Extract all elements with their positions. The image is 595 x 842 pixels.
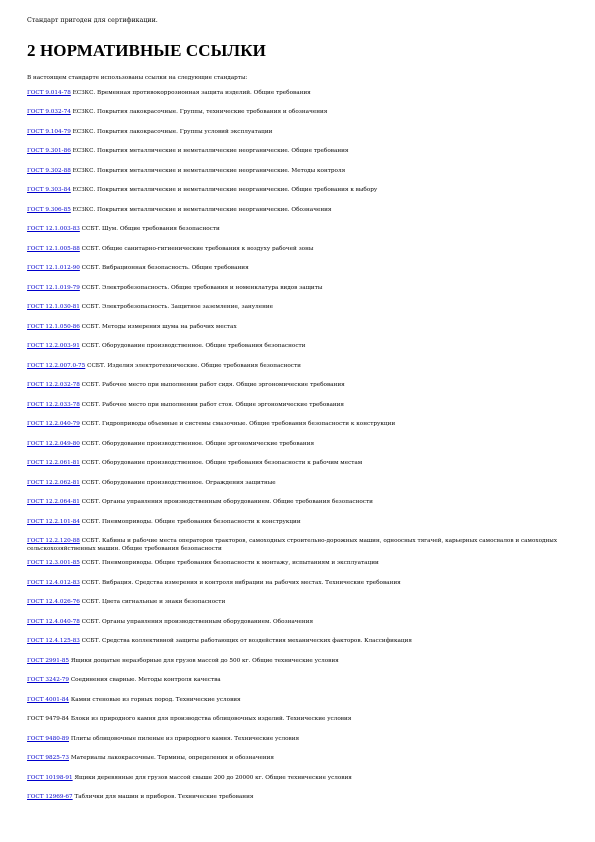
standard-link[interactable]: ГОСТ 12.2.032-78: [27, 382, 80, 389]
standard-link[interactable]: ГОСТ 2991-85: [27, 657, 70, 664]
standard-link[interactable]: ГОСТ 12.4.125-83: [27, 638, 80, 645]
standard-title: ССБТ. Оборудование производственное. Общие требования безопасности: [79, 343, 306, 350]
reference-item: [27, 697, 572, 705]
reference-item: [27, 226, 572, 234]
standard-link[interactable]: ГОСТ 12.2.007.0-75: [27, 362, 86, 369]
standard-link[interactable]: ГОСТ 12.2.033-78: [27, 401, 80, 408]
reference-item: [27, 285, 572, 293]
standard-link[interactable]: ГОСТ 9.032-74: [27, 109, 71, 116]
standard-link[interactable]: ГОСТ 9825-73: [27, 755, 70, 762]
standard-link[interactable]: ГОСТ 12.4.026-76: [27, 599, 80, 606]
standard-title: ЕСЗКС. Временная противокоррозионная защита изделий. Общие требования: [70, 90, 311, 96]
standard-title: ССБТ. Средства коллективной защиты работающих от воздействия механических факторов. Классификация: [79, 638, 412, 645]
standard-title: ССБТ. Шум. Общие требования безопасности: [79, 226, 220, 233]
reference-item: [27, 755, 572, 763]
standard-title: ССБТ. Цвета сигнальные и знаки безопасности: [79, 599, 226, 606]
standard-title: ССБТ. Электробезопасность. Защитное заземление, зануление: [79, 304, 274, 311]
standard-title: ССБТ. Пневмоприводы. Общие требования безопасности к монтажу, испытаниям и эксплуатации: [79, 560, 379, 567]
standard-link[interactable]: ГОСТ 12.1.005-88: [27, 245, 80, 252]
standard-link[interactable]: ГОСТ 10198-91: [27, 774, 73, 781]
standard-title: Камни стеновые из горных пород. Технические условия: [69, 696, 241, 703]
reference-item: [27, 658, 572, 666]
section-title: 2 НОРМАТИВНЫЕ ССЫЛКИ: [27, 41, 266, 60]
reference-item: [27, 638, 572, 646]
standard-title: ССБТ. Оборудование производственное. Общие эргономические требования: [79, 440, 315, 447]
standard-link[interactable]: ГОСТ 9.301-86: [27, 148, 71, 155]
reference-item: [27, 207, 572, 215]
standard-link[interactable]: ГОСТ 9.306-85: [27, 206, 71, 213]
standard-title: ССБТ. Оборудование производственное. Общие требования безопасности к рабочим местам: [79, 460, 363, 467]
standard-link[interactable]: ГОСТ 4001-84: [27, 696, 70, 703]
standard-link[interactable]: ГОСТ 12.2.049-80: [27, 440, 80, 447]
standard-link[interactable]: ГОСТ 9.303-84: [27, 187, 71, 194]
standard-link[interactable]: ГОСТ 12.1.012-90: [27, 265, 80, 272]
reference-item: [27, 619, 572, 627]
reference-item: [27, 129, 572, 137]
standard-link[interactable]: ГОСТ 9.302-88: [27, 167, 71, 174]
reference-item: [27, 538, 572, 553]
reference-item: [27, 441, 572, 449]
standard-title: ССБТ. Рабочее место при выполнении работ стоя. Общие эргономические требования: [79, 401, 345, 408]
reference-item: [27, 775, 572, 783]
reference-item: [27, 480, 572, 488]
standard-link[interactable]: ГОСТ 12.1.030-81: [27, 304, 80, 311]
standard-link[interactable]: ГОСТ 12.2.040-79: [27, 421, 80, 428]
standard-link[interactable]: ГОСТ 9.104-79: [27, 128, 71, 135]
standard-link[interactable]: ГОСТ 12969-67: [27, 794, 73, 801]
standard-title: ССБТ. Вибрация. Средства измерения и контроля вибрации на рабочих местах. Технические требования: [79, 579, 401, 586]
standard-title: ЕСЗКС. Покрытия металлические и неметаллические неорганические. Общие требования: [70, 148, 349, 155]
standard-title: Плиты облицовочные пиленые из природного камня. Технические условия: [69, 735, 300, 742]
reference-item: [27, 187, 572, 195]
standard-link[interactable]: ГОСТ 12.4.040-78: [27, 618, 80, 625]
reference-item: [27, 304, 572, 312]
standard-title: ССБТ. Методы измерения шума на рабочих местах: [79, 323, 237, 330]
reference-item: [27, 109, 572, 117]
reference-item: [27, 343, 572, 351]
standard-title: ССБТ. Оборудование производственное. Ограждения защитные: [79, 479, 276, 486]
reference-item: [27, 580, 572, 588]
standard-title: ССБТ. Пневмоприводы. Общие требования безопасности к конструкции: [79, 518, 301, 525]
standard-title: ССБТ. Рабочее место при выполнении работ сидя. Общие эргономические требования: [79, 382, 345, 389]
standard-link[interactable]: ГОСТ 12.2.003-91: [27, 343, 80, 350]
reference-item: [27, 560, 572, 568]
standard-title: ССБТ. Органы управления производственным оборудованием. Обозначения: [79, 618, 314, 625]
reference-item: [27, 324, 572, 332]
standard-link[interactable]: ГОСТ 12.3.001-85: [27, 560, 80, 567]
reference-item: [27, 90, 572, 98]
standard-title: Блоки из природного камня для производства облицовочных изделий. Технические условия: [69, 716, 352, 723]
standard-title: ССБТ. Вибрационная безопасность. Общие требования: [79, 265, 249, 272]
standard-link[interactable]: ГОСТ 12.4.012-83: [27, 579, 80, 586]
standard-link[interactable]: ГОСТ 3242-79: [27, 677, 70, 684]
certification-note: Стандарт пригоден для сертификации.: [27, 17, 158, 24]
reference-item: [27, 736, 572, 744]
reference-item: [27, 148, 572, 156]
reference-item: [27, 677, 572, 685]
standard-link[interactable]: ГОСТ 12.2.101-84: [27, 518, 80, 525]
reference-item: [27, 168, 572, 176]
standard-link[interactable]: ГОСТ 12.1.019-79: [27, 284, 80, 291]
reference-item: [27, 265, 572, 273]
standard-link[interactable]: ГОСТ 12.2.061-81: [27, 460, 80, 467]
reference-item: [27, 246, 572, 254]
reference-item: [27, 363, 572, 371]
standard-title: ЕСЗКС. Покрытия металлические и неметаллические неорганические. Методы контроля: [70, 167, 346, 174]
reference-item: [27, 794, 572, 802]
standard-title: ЕСЗКС. Покрытия металлические и неметаллические неорганические. Обозначения: [70, 206, 332, 213]
standard-link[interactable]: ГОСТ 12.2.064-81: [27, 499, 80, 506]
standard-title: ССБТ. Кабины и рабочие места операторов тракторов, самоходных строительно-дорожных машин, одноосных тягачей, карьерных самосвалов и самоходных сельскохозяйственных машин. Общие требования безопасности: [27, 538, 558, 552]
standard-title: ССБТ. Органы управления производственным оборудованием. Общие требования безопасности: [79, 499, 373, 506]
standard-title: ЕСЗКС. Покрытия лакокрасочные. Группы, технические требования и обозначения: [70, 109, 328, 116]
standard-title: ЕСЗКС. Покрытия металлические и неметаллические неорганические. Общие требования к выбору: [70, 187, 378, 194]
reference-item: [27, 421, 572, 429]
reference-item: [27, 460, 572, 468]
standard-code: ГОСТ 9479-84: [27, 716, 70, 723]
reference-item: [27, 716, 572, 724]
standard-title: Таблички для машин и приборов. Технические требования: [72, 794, 254, 801]
standard-title: ССБТ. Электробезопасность. Общие требования и номенклатура видов защиты: [79, 284, 323, 291]
standard-link[interactable]: ГОСТ 9480-89: [27, 735, 70, 742]
standard-title: Материалы лакокрасочные. Термины, определения и обозначения: [69, 755, 275, 762]
section-intro: В настоящем стандарте использованы ссылки на следующие стандарты:: [27, 75, 248, 81]
reference-item: [27, 499, 572, 507]
standard-link[interactable]: ГОСТ 12.1.050-86: [27, 323, 80, 330]
reference-item: [27, 519, 572, 527]
standard-title: ССБТ. Гидроприводы объемные и системы смазочные. Общие требования безопасности к конструкции: [79, 421, 396, 428]
standard-title: Ящики деревянные для грузов массой свыше 200 до 20000 кг. Общие технические условия: [72, 774, 352, 781]
reference-item: [27, 402, 572, 410]
standard-link[interactable]: ГОСТ 12.1.003-83: [27, 226, 80, 233]
standard-title: Соединения сварные. Методы контроля качества: [69, 677, 221, 684]
reference-item: [27, 382, 572, 390]
reference-list: [27, 90, 572, 814]
standard-title: ССБТ. Изделия электротехнические. Общие требования безопасности: [85, 362, 301, 369]
standard-link[interactable]: ГОСТ 12.2.120-88: [27, 538, 80, 545]
standard-title: ССБТ. Общие санитарно-гигиенические требования к воздуху рабочей зоны: [79, 245, 314, 252]
reference-item: [27, 599, 572, 607]
standard-link[interactable]: ГОСТ 9.014-78: [27, 90, 71, 96]
standard-title: Ящики дощатые неразборные для грузов массой до 500 кг. Общие технические условия: [69, 657, 339, 664]
standard-title: ЕСЗКС. Покрытия лакокрасочные. Группы условий эксплуатации: [70, 128, 273, 135]
standard-link[interactable]: ГОСТ 12.2.062-81: [27, 479, 80, 486]
